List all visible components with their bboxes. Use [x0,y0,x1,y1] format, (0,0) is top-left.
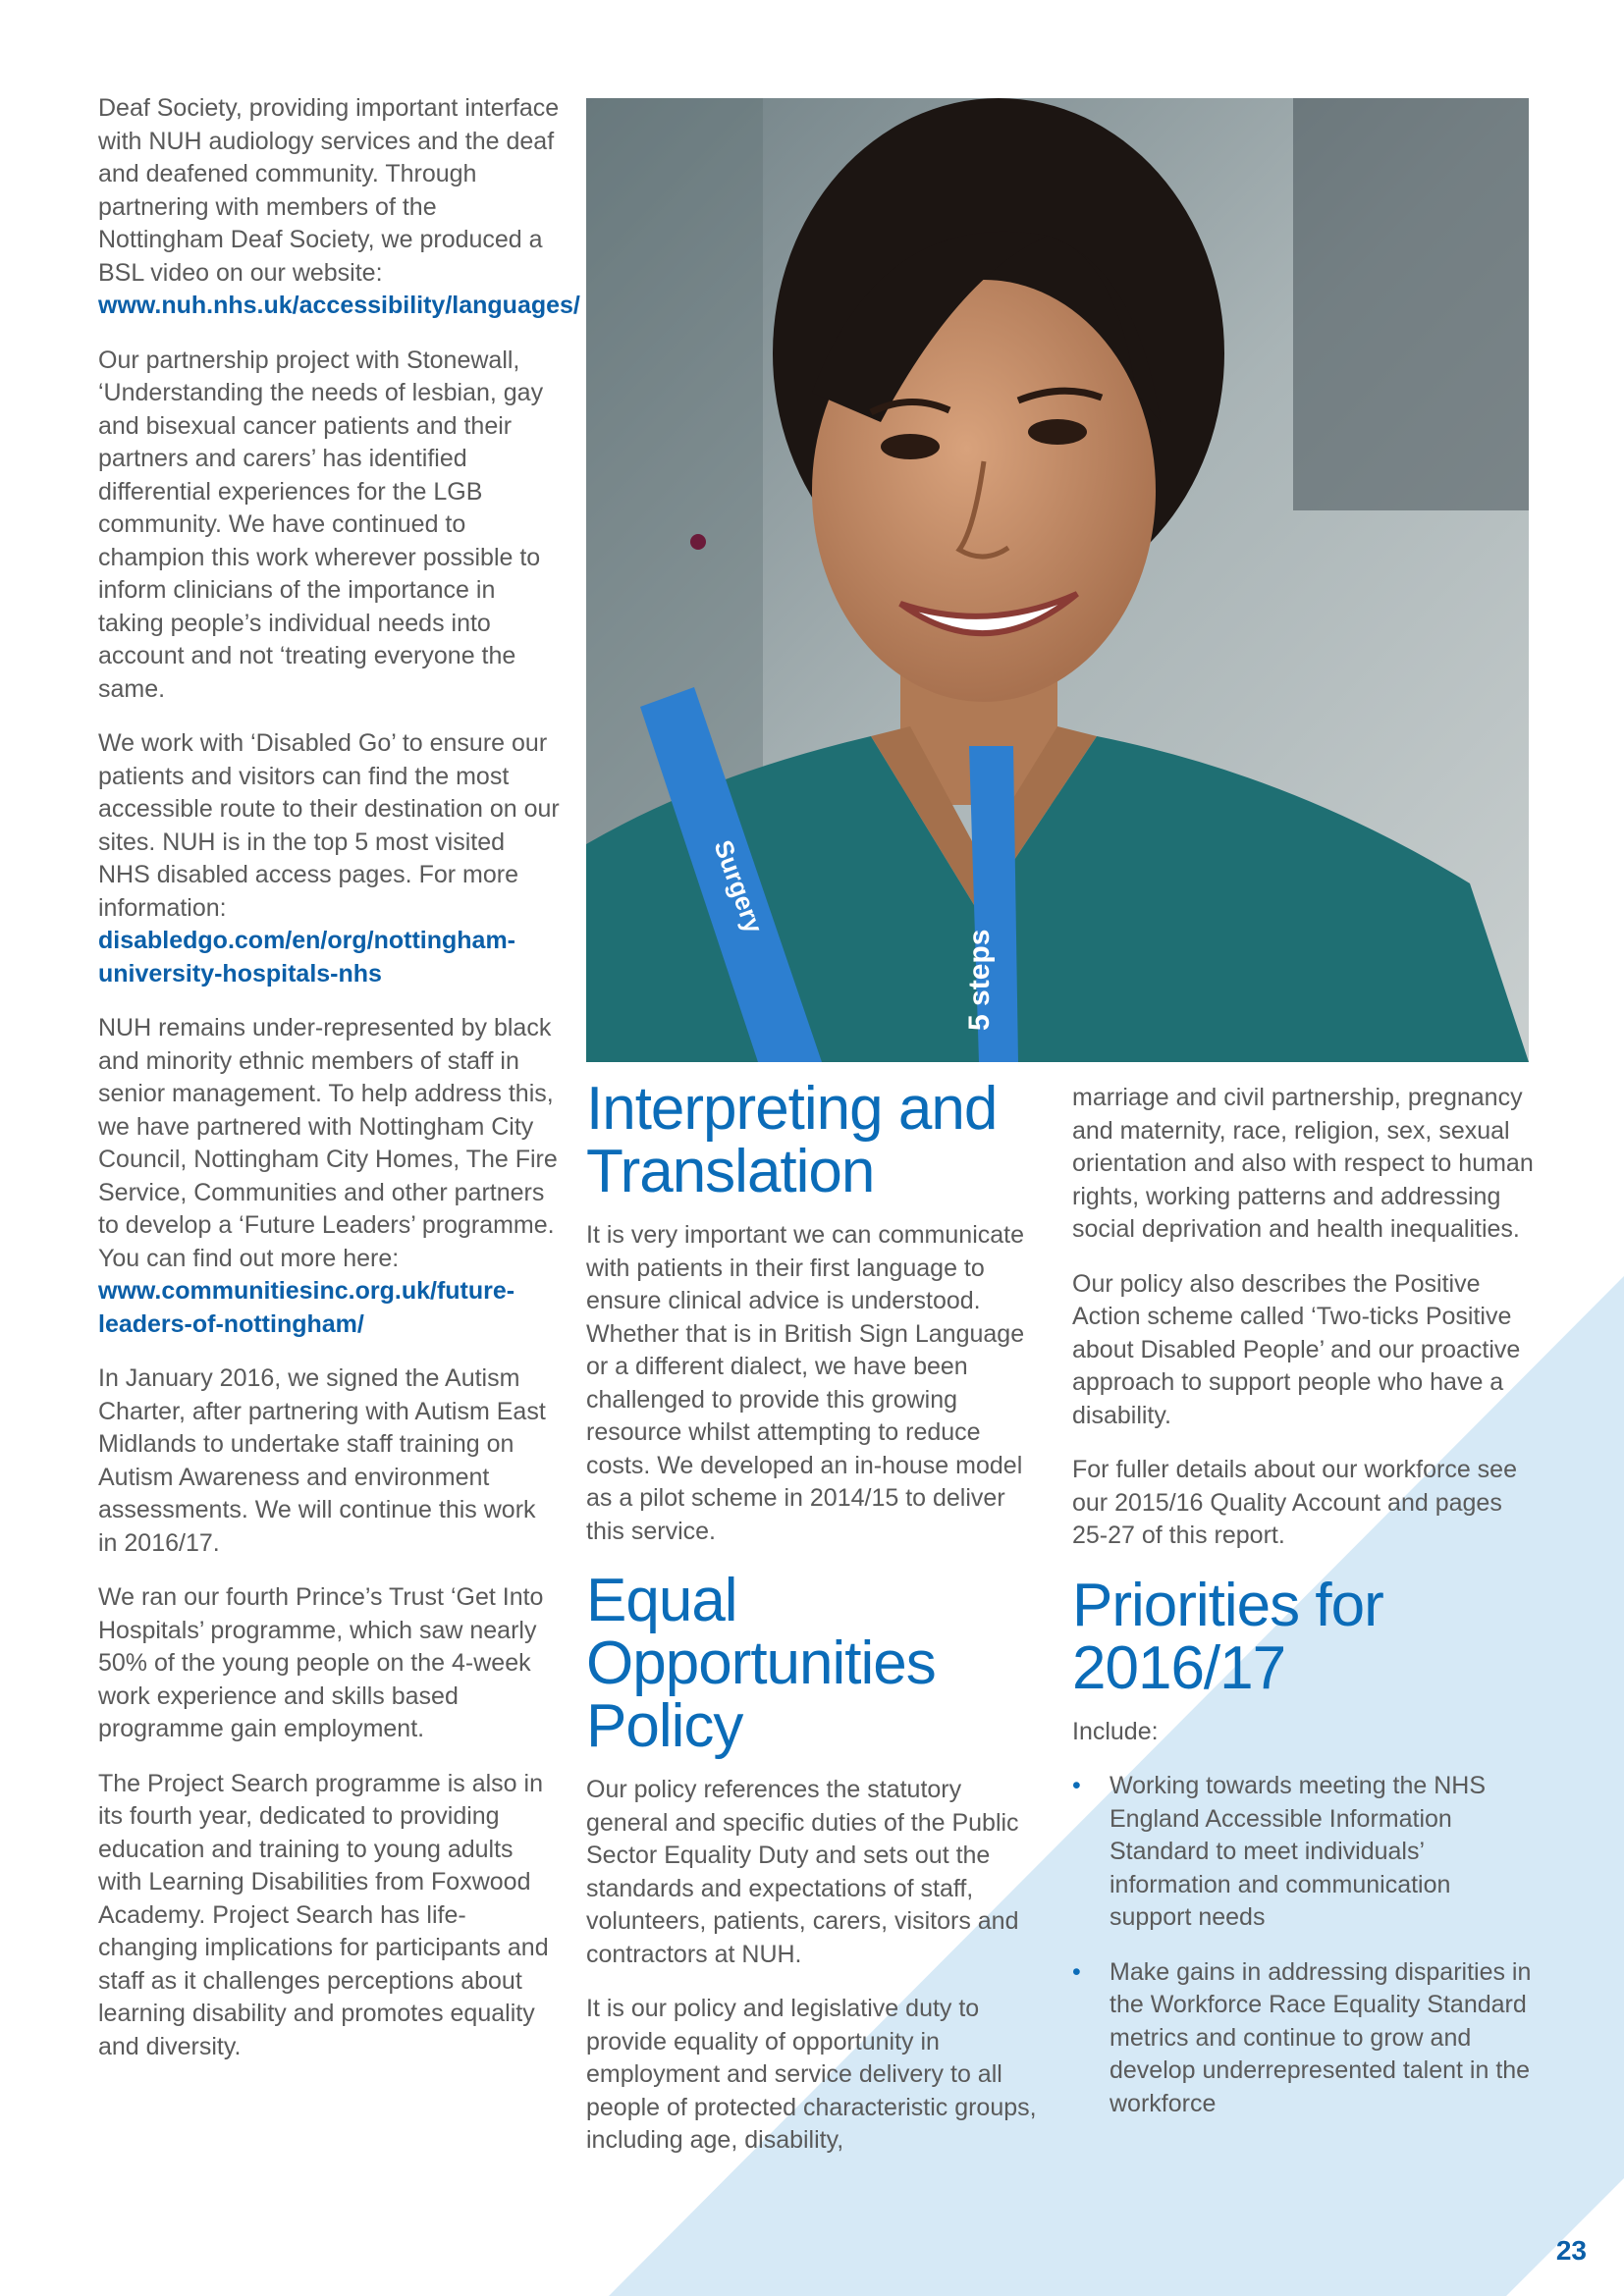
paragraph-disabled-go [98,727,560,990]
paragraph-policy-references: Our policy references the statutory general and specific duties of the Public Sector Equality Duty and sets out the standards and expectations of staff, volunteers, patients, carers, visitors and contractors at NUH. [586,1776,1019,1968]
paragraph-legislative-duty: It is our policy and legislative duty to provide equality of opportunity in employment and service delivery to all people of protected characteristic groups, including age, disability, [586,1995,1037,2154]
left-column [98,92,580,2085]
page-number: 23 [1555,2235,1587,2266]
priorities-list [1072,1770,1534,2120]
list-item [1072,1956,1534,2121]
middle-column [586,1075,1046,2179]
paragraph-protected-characteristics: marriage and civil partnership, pregnancy and maternity, race, religion, sex, sexual orientation and also with respect to human rights, working patterns and addressing social deprivation and health inequalities. [1072,1084,1534,1243]
include-label: Include: [1072,1717,1159,1745]
bullet-icon: • [1072,1772,1081,1799]
lanyard-text: 5 steps [963,929,996,1031]
accessibility-languages-link[interactable]: www.nuh.nhs.uk/accessibility/languages/ [98,292,580,319]
heading-interpreting-translation: Interpreting and Translation [586,1075,998,1205]
nurse-photo [586,98,1529,1062]
paragraph-text: NUH remains under-represented by black and minority ethnic members of staff in senior management. To help address this, we have partnered with Nottingham City Council, Nottingham City Homes, The Fire Service, Communities and other partners to develop a ‘Future Leaders’ programme. You can find out more here: [98,1014,558,1272]
lanyard-text: Surgery [708,835,770,937]
heading-priorities: Priorities for 2016/17 [1072,1571,1383,1702]
paragraph-text: We work with ‘Disabled Go’ to ensure our patients and visitors can find the most accessible route to their destination on our sites. NUH is in the top 5 most visited NHS disabled access pages. For more information: [98,729,560,922]
paragraph-project-search: The Project Search programme is also in its fourth year, dedicated to providing education and training to young adults with Learning Disabilities from Foxwood Academy. Project Search has life-changing implications for participants and staff as it challenges perceptions about learning disability and promotes equality and diversity. [98,1769,549,2060]
list-item [1072,1770,1534,1935]
paragraph-future-leaders [98,1012,560,1341]
paragraph-fuller-details: For fuller details about our workforce see our 2015/16 Quality Account and pages 25-27 of this report. [1072,1456,1517,1549]
page-corner-diamond [1496,2168,1624,2296]
paragraph-princes-trust: We ran our fourth Prince’s Trust ‘Get Into Hospitals’ programme, which saw nearly 50% of the young people on the 4-week work experience and skills based programme gain employment. [98,1583,544,1742]
paragraph-text: Deaf Society, providing important interface with NUH audiology services and the deaf and deafened community. Through partnering with members of the Nottingham Deaf Society, we produced a BSL video on our website: [98,94,560,287]
paragraph-positive-action: Our policy also describes the Positive Action scheme called ‘Two-ticks Positive about Disabled People’ and our proactive approach to support people who have a disability. [1072,1269,1521,1429]
heading-equal-opportunities: Equal Opportunities Policy [586,1567,936,1760]
list-item-text: Working towards meeting the NHS England Accessible Information Standard to meet individuals’ information and communication support needs [1110,1772,1487,1931]
paragraph-autism-charter: In January 2016, we signed the Autism Charter, after partnering with Autism East Midlands to undertake staff training on Autism Awareness and environment assessments. We will continue this work in 2016/17. [98,1364,546,1557]
nurse-illustration [586,98,1529,1062]
right-column [1072,1082,1534,2142]
bullet-icon: • [1072,1957,1081,1986]
list-item-text: Make gains in addressing disparities in the Workforce Race Equality Standard metrics and continue to grow and develop underrepresented talent in the workforce [1110,1957,1532,2117]
disabledgo-link[interactable]: disabledgo.com/en/org/nottingham-university-hospitals-nhs [98,927,515,988]
communitiesinc-link[interactable]: www.communitiesinc.org.uk/future-leaders-of-nottingham/ [98,1277,515,1338]
paragraph-deaf-society [98,92,580,323]
paragraph-stonewall: Our partnership project with Stonewall, ‘Understanding the needs of lesbian, gay and bisexual cancer patients and their partners and carers’ has identified differential experiences for the LGB community. We have continued to champion this work wherever possible to inform clinicians of the importance in taking people’s individual needs into account and not ‘treating everyone the same. [98,346,544,703]
paragraph-interpreting: It is very important we can communicate with patients in their first language to ensure clinical advice is understood. Whether that is in British Sign Language or a different dialect, we have been challenged to provide this growing resource whilst attempting to reduce costs. We developed an in-house model as a pilot scheme in 2014/15 to deliver this service. [586,1221,1025,1545]
